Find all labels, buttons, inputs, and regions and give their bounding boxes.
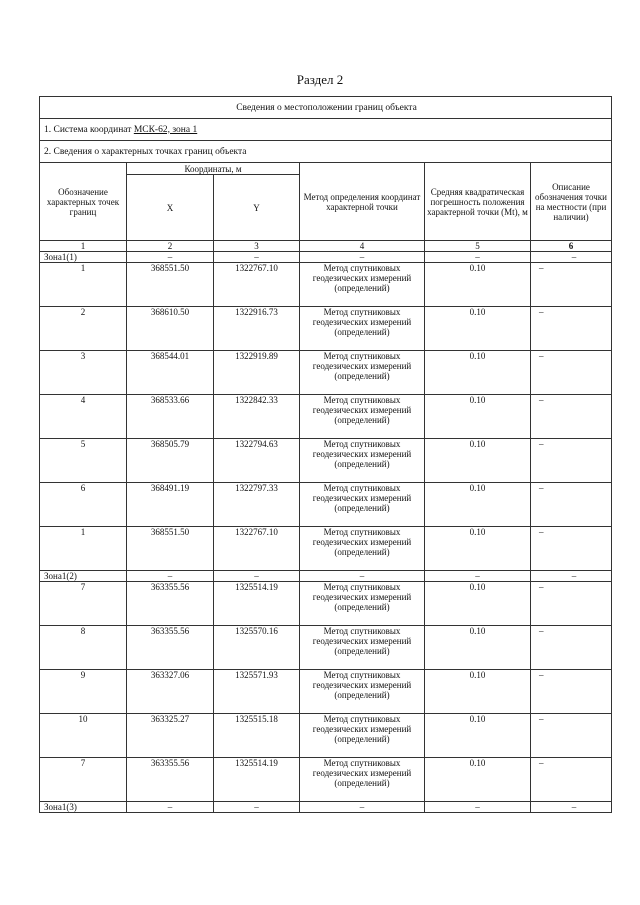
point-error: 0.10 — [425, 351, 531, 395]
zone-dash-error: – — [425, 571, 531, 582]
point-error: 0.10 — [425, 626, 531, 670]
table-row — [40, 714, 612, 758]
point-description: – — [531, 714, 612, 758]
point-id: 7 — [40, 582, 127, 626]
point-x: 363325.27 — [127, 714, 214, 758]
column-number: 5 — [425, 241, 531, 252]
table-row — [40, 626, 612, 670]
point-x: 368505.79 — [127, 439, 214, 483]
column-number: 4 — [300, 241, 425, 252]
point-method: Метод спутниковых геодезических измерений (определений) — [300, 439, 425, 483]
point-id: 7 — [40, 758, 127, 802]
zone-dash-method: – — [300, 252, 425, 263]
zone-name: Зона1(3) — [40, 802, 127, 813]
point-method: Метод спутниковых геодезических измерений (определений) — [300, 263, 425, 307]
point-description: – — [531, 527, 612, 571]
point-error: 0.10 — [425, 395, 531, 439]
point-y: 1322794.63 — [214, 439, 300, 483]
zone-dash-y: – — [214, 802, 300, 813]
point-method: Метод спутниковых геодезических измерений (определений) — [300, 395, 425, 439]
point-x: 368551.50 — [127, 527, 214, 571]
point-description: – — [531, 483, 612, 527]
point-description: – — [531, 670, 612, 714]
header-description: Описание обозначения точки на местности (при наличии) — [531, 163, 612, 241]
header-coords: Координаты, м — [127, 163, 300, 175]
point-y: 1322842.33 — [214, 395, 300, 439]
point-error: 0.10 — [425, 307, 531, 351]
point-id: 4 — [40, 395, 127, 439]
point-description: – — [531, 439, 612, 483]
header-designation: Обозначение характерных точек границ — [40, 163, 127, 241]
zone-dash-description: – — [531, 571, 612, 582]
point-id: 1 — [40, 263, 127, 307]
point-method: Метод спутниковых геодезических измерений (определений) — [300, 527, 425, 571]
point-description: – — [531, 626, 612, 670]
table-row — [40, 263, 612, 307]
column-number: 1 — [40, 241, 127, 252]
header-x: X — [127, 175, 214, 241]
section-title: Раздел 2 — [296, 72, 344, 87]
point-error: 0.10 — [425, 439, 531, 483]
point-description: – — [531, 263, 612, 307]
point-description: – — [531, 351, 612, 395]
point-description: – — [531, 758, 612, 802]
point-x: 368610.50 — [127, 307, 214, 351]
zone-dash-y: – — [214, 571, 300, 582]
zone-dash-method: – — [300, 802, 425, 813]
point-method: Метод спутниковых геодезических измерений (определений) — [300, 351, 425, 395]
point-description: – — [531, 307, 612, 351]
point-x: 363355.56 — [127, 582, 214, 626]
column-numbers-row — [40, 241, 612, 252]
zone-dash-y: – — [214, 252, 300, 263]
point-id: 3 — [40, 351, 127, 395]
point-y: 1325571.93 — [214, 670, 300, 714]
point-method: Метод спутниковых геодезических измерений (определений) — [300, 483, 425, 527]
table-row — [40, 307, 612, 351]
zone-dash-description: – — [531, 802, 612, 813]
point-description: – — [531, 582, 612, 626]
point-id: 8 — [40, 626, 127, 670]
point-error: 0.10 — [425, 758, 531, 802]
point-method: Метод спутниковых геодезических измерений (определений) — [300, 307, 425, 351]
table-row — [40, 582, 612, 626]
zone-name: Зона1(2) — [40, 571, 127, 582]
point-error: 0.10 — [425, 714, 531, 758]
point-error: 0.10 — [425, 582, 531, 626]
point-x: 368491.19 — [127, 483, 214, 527]
table-title: Сведения о местоположении границ объекта — [40, 97, 612, 119]
zone-dash-error: – — [425, 802, 531, 813]
point-y: 1322797.33 — [214, 483, 300, 527]
point-id: 6 — [40, 483, 127, 527]
column-number: 3 — [214, 241, 300, 252]
coord-system-value: МСК-62, зона 1 — [133, 124, 198, 135]
point-method: Метод спутниковых геодезических измерений (определений) — [300, 582, 425, 626]
point-method: Метод спутниковых геодезических измерений (определений) — [300, 670, 425, 714]
point-y: 1325514.19 — [214, 758, 300, 802]
point-y: 1322919.89 — [214, 351, 300, 395]
point-id: 2 — [40, 307, 127, 351]
point-x: 368533.66 — [127, 395, 214, 439]
point-x: 363355.56 — [127, 626, 214, 670]
table-row — [40, 527, 612, 571]
zone-row — [40, 802, 612, 813]
zone-name: Зона1(1) — [40, 252, 127, 263]
point-x: 363355.56 — [127, 758, 214, 802]
point-method: Метод спутниковых геодезических измерений (определений) — [300, 714, 425, 758]
table-row — [40, 670, 612, 714]
boundary-table — [39, 96, 612, 813]
points-title: 2. Сведения о характерных точках границ объекта — [40, 141, 612, 163]
point-id: 5 — [40, 439, 127, 483]
point-y: 1322916.73 — [214, 307, 300, 351]
table-row — [40, 351, 612, 395]
zone-row — [40, 571, 612, 582]
zone-dash-method: – — [300, 571, 425, 582]
table-row — [40, 439, 612, 483]
zone-row — [40, 252, 612, 263]
column-number: 2 — [127, 241, 214, 252]
point-x: 368544.01 — [127, 351, 214, 395]
point-error: 0.10 — [425, 670, 531, 714]
column-number: 6 — [531, 241, 612, 252]
zone-dash-x: – — [127, 571, 214, 582]
point-method: Метод спутниковых геодезических измерений (определений) — [300, 626, 425, 670]
header-error: Средняя квадратическая погрешность положения характерной точки (Mt), м — [425, 163, 531, 241]
point-y: 1325515.18 — [214, 714, 300, 758]
point-id: 1 — [40, 527, 127, 571]
point-y: 1322767.10 — [214, 263, 300, 307]
zone-dash-x: – — [127, 802, 214, 813]
table-row — [40, 483, 612, 527]
point-x: 368551.50 — [127, 263, 214, 307]
point-y: 1325570.16 — [214, 626, 300, 670]
point-error: 0.10 — [425, 263, 531, 307]
zone-dash-error: – — [425, 252, 531, 263]
header-y: Y — [214, 175, 300, 241]
point-id: 9 — [40, 670, 127, 714]
zone-dash-description: – — [531, 252, 612, 263]
table-row — [40, 395, 612, 439]
point-description: – — [531, 395, 612, 439]
point-error: 0.10 — [425, 483, 531, 527]
point-y: 1322767.10 — [214, 527, 300, 571]
coord-system-prefix: 1. Система координат — [44, 124, 134, 135]
point-y: 1325514.19 — [214, 582, 300, 626]
point-method: Метод спутниковых геодезических измерений (определений) — [300, 758, 425, 802]
zone-dash-x: – — [127, 252, 214, 263]
table-row — [40, 758, 612, 802]
point-id: 10 — [40, 714, 127, 758]
point-x: 363327.06 — [127, 670, 214, 714]
coord-system — [40, 119, 612, 141]
point-error: 0.10 — [425, 527, 531, 571]
header-method: Метод определения координат характерной точки — [300, 163, 425, 241]
